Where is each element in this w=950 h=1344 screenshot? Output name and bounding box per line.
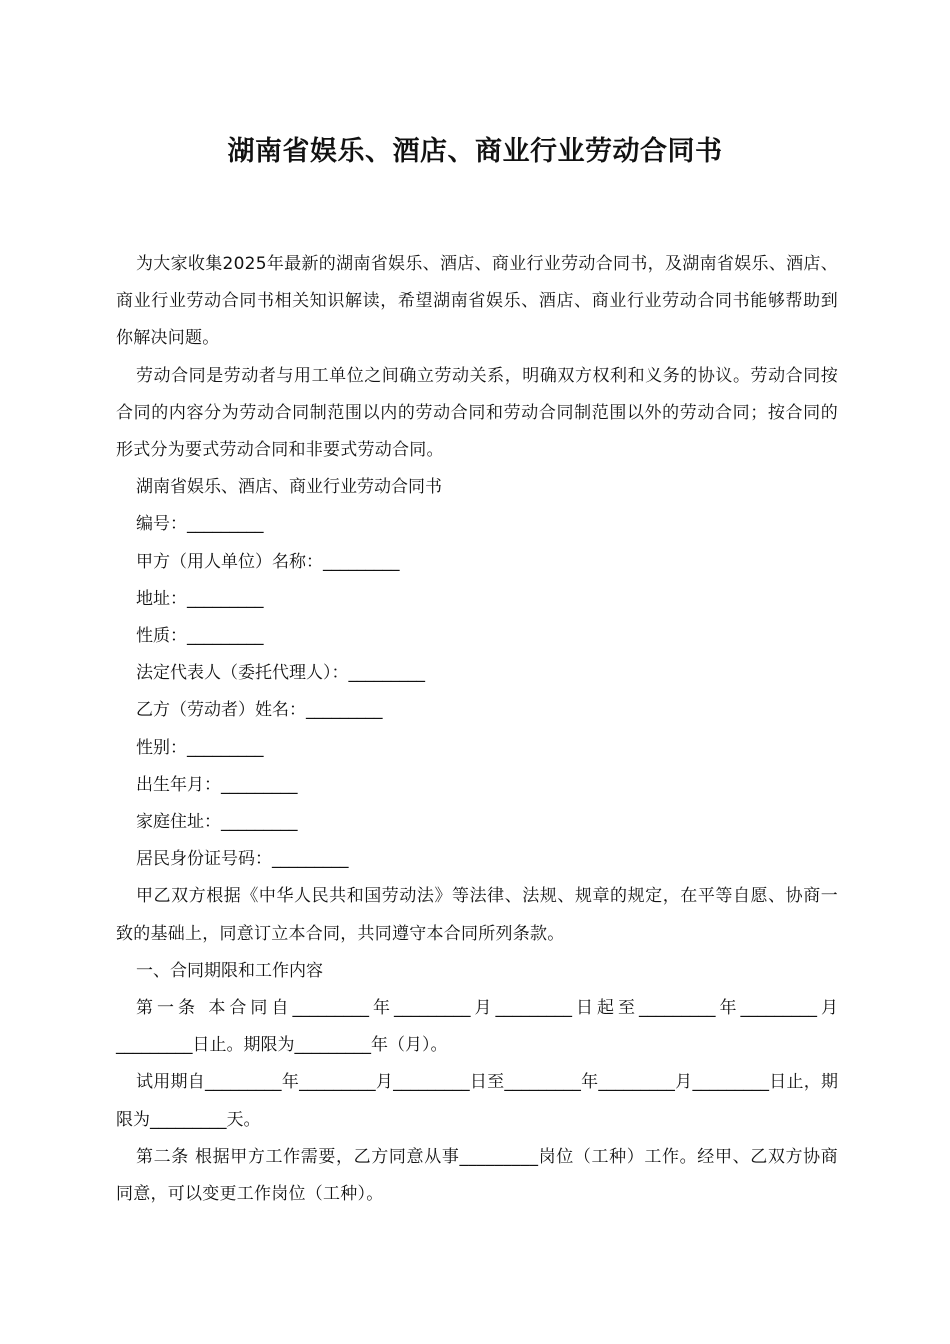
section-heading-term: 一、合同期限和工作内容 [136,960,323,981]
field-legal-representative: 法定代表人（委托代理人）：_________ [136,663,425,684]
document-body [116,246,838,1213]
field-home-address: 家庭住址：_________ [136,812,298,833]
field-number: 编号：_________ [136,514,264,535]
field-id-number: 居民身份证号码：_________ [136,849,349,870]
field-address: 地址：_________ [136,588,264,609]
contract-heading: 湖南省娱乐、酒店、商业行业劳动合同书 [136,477,442,498]
field-employee-name: 乙方（劳动者）姓名：_________ [136,700,383,721]
field-employer-name: 甲方（用人单位）名称：_________ [136,551,400,572]
field-birth-date: 出生年月：_________ [136,774,298,795]
field-nature: 性质：_________ [136,626,264,647]
field-gender: 性别：_________ [136,737,264,758]
agreement-paragraph: 甲乙双方根据《中华人民共和国劳动法》等法律、法规、规章的规定，在平等自愿、协商一致的基础上，同意订立本合同，共同遵守本合同所列条款。 [116,886,838,944]
article-one: 第一条 本合同自_________年_________月_________日起至_________年_________月_________日止。期限为_________年（月）。 [116,998,838,1056]
article-two: 第二条 根据甲方工作需要，乙方同意从事_________岗位（工种）工作。经甲、乙双方协商同意，可以变更工作岗位（工种）。 [116,1146,838,1205]
probation-paragraph: 试用期自_________年_________月_________日至_________年_________月_________日止，期限为_________天。 [116,1072,838,1130]
definition-paragraph: 劳动合同是劳动者与用工单位之间确立劳动关系，明确双方权利和义务的协议。劳动合同按合同的内容分为劳动合同制范围以内的劳动合同和劳动合同制范围以外的劳动合同；按合同的形式分为要式劳动合同和非要式劳动合同。 [116,365,838,461]
intro-paragraph: 为大家收集2025年最新的湖南省娱乐、酒店、商业行业劳动合同书，及湖南省娱乐、酒店、商业行业劳动合同书相关知识解读，希望湖南省娱乐、酒店、商业行业劳动合同书能够帮助到你解决问题。 [116,254,838,349]
document-title: 湖南省娱乐、酒店、商业行业劳动合同书 [227,136,723,167]
